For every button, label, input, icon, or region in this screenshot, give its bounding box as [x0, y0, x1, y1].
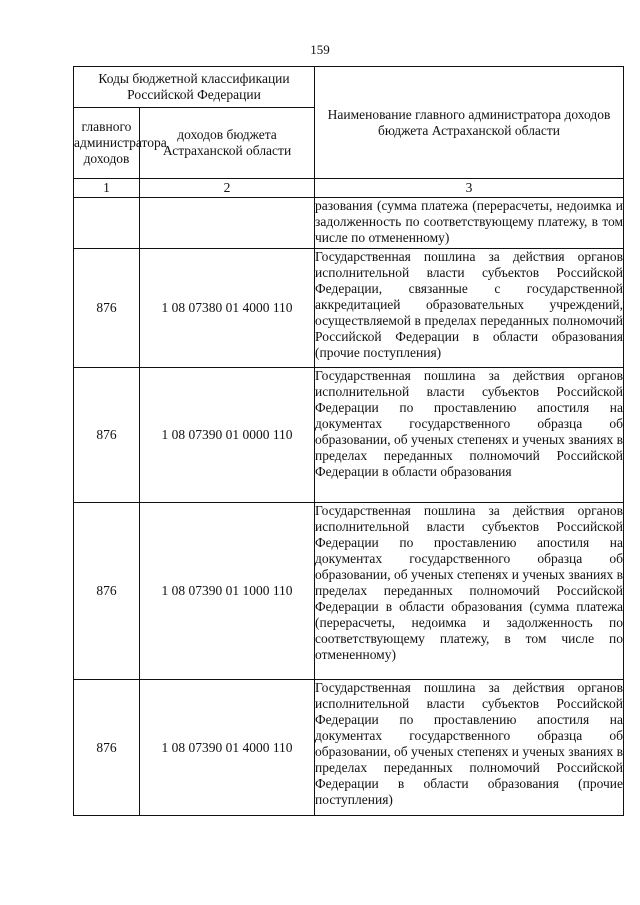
column-number: 3	[315, 179, 624, 198]
admin-code-cell: 876	[74, 368, 140, 503]
income-code-cell	[140, 198, 315, 249]
header-admin-code: главного администратора доходов	[74, 108, 140, 179]
description-cell: Государственная пошлина за действия органов исполнительной власти субъектов Российской Федерации, связанные с государственной аккредитацией образовательных учреждений, осуществляемой в пределах переданных полномочий Российской Федерации в области образования (прочие поступления)	[315, 249, 624, 368]
table-row	[74, 368, 624, 503]
column-numbers-row	[74, 179, 624, 198]
admin-code-cell: 876	[74, 503, 140, 680]
admin-code-cell: 876	[74, 249, 140, 368]
description-cell: Государственная пошлина за действия органов исполнительной власти субъектов Российской Федерации по проставлению апостиля на документах государственного образца об образовании, об ученых степенях и ученых званиях в пределах переданных полномочий Российской Федерации в области образования	[315, 368, 624, 503]
page-number: 159	[310, 42, 330, 57]
description-cell: Государственная пошлина за действия органов исполнительной власти субъектов Российской Федерации по проставлению апостиля на документах государственного образца об образовании, об ученых степенях и ученых званиях в пределах переданных полномочий Российской Федерации в области образования (сумма платежа (перерасчеты, недоимка и задолженность по соответствующему платежу, в том числе по отмененному)	[315, 503, 624, 680]
header-income-code: доходов бюджета Астраханской области	[140, 108, 315, 179]
column-number: 1	[74, 179, 140, 198]
description-cell: разования (сумма платежа (перерасчеты, недоимка и задолженность по соответствующему платежу, в том числе по отмененному)	[315, 198, 624, 249]
admin-code-cell: 876	[74, 680, 140, 816]
income-code-cell: 1 08 07390 01 4000 110	[140, 680, 315, 816]
income-code-cell: 1 08 07390 01 1000 110	[140, 503, 315, 680]
header-group: Коды бюджетной классификации Российской Федерации	[74, 67, 315, 108]
column-number: 2	[140, 179, 315, 198]
header-admin-name: Наименование главного администратора доходов бюджета Астраханской области	[315, 67, 624, 179]
table-row	[74, 503, 624, 680]
table-row	[74, 198, 624, 249]
description-cell: Государственная пошлина за действия органов исполнительной власти субъектов Российской Федерации по проставлению апостиля на документах государственного образца об образовании, об ученых степенях и ученых званиях в пределах переданных полномочий Российской Федерации в области образования (прочие поступления)	[315, 680, 624, 816]
admin-code-cell	[74, 198, 140, 249]
income-code-cell: 1 08 07380 01 4000 110	[140, 249, 315, 368]
income-code-cell: 1 08 07390 01 0000 110	[140, 368, 315, 503]
budget-classification-table	[73, 66, 624, 816]
table-row	[74, 680, 624, 816]
table-row	[74, 249, 624, 368]
